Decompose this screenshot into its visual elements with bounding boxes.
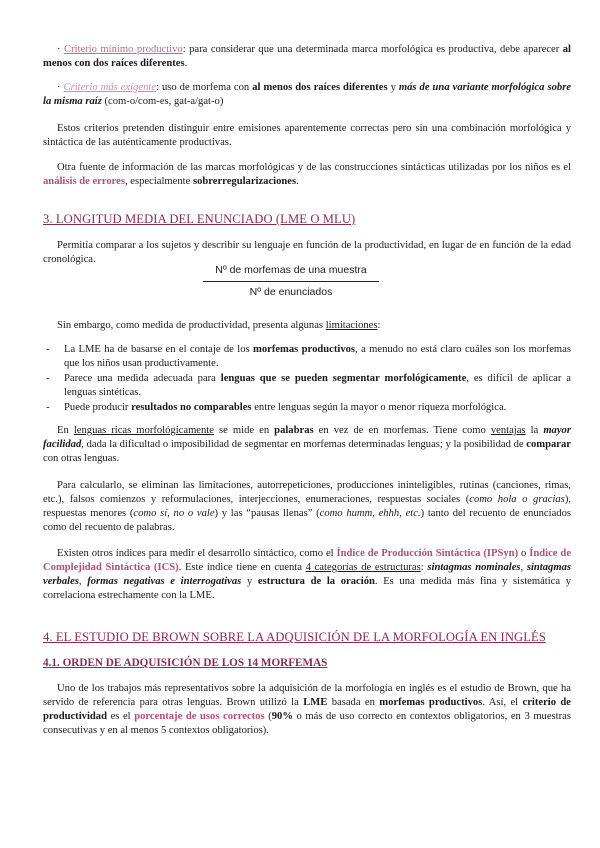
syntactic-indices-paragraph: Existen otros índices para medir el desarrollo sintáctico, como el Índice de Producción Sintáctica (IPSyn) o Índice de Complejidad Sintáctica (ICS). Este índice tiene en cuenta 4 categorías de estructuras: sintagmas nominales, sintagmas verbales, formas negativas e interrogativas y estructura de la oración. Es una medida más fina y sistemática y correlaciona estrechamente con la LME. (43, 548, 572, 601)
criteria-purpose-paragraph: Estos criterios pretenden distinguir entre emisiones aparentemente correctas pero sin una combinación morfológica y sintáctica de las auténticamente productivas. (43, 123, 571, 148)
fraction-bar (203, 281, 379, 282)
brown-study-paragraph: Uno de los trabajos más representativos sobre la adquisición de la morfología en inglés es el estudio de Brown, que ha servido de referencia para otras lenguas. Brown utilizó la LME basada en morfemas productivos. Así, el criterio de productividad es el porcentaje de usos correctos (90% o más de uso correcto en contextos obligatorios, en 3 muestras consecutivas y en al menos 5 contextos obligatorios). (43, 683, 571, 736)
mlu-formula (203, 263, 379, 307)
formula-numerator: Nº de morfemas de una muestra (215, 264, 367, 276)
criterion-minimum-paragraph: · Criterio mínimo productivo: para considerar que una determinada marca morfológica es productiva, debe aparecer al menos con dos raíces diferentes. (43, 44, 571, 69)
error-analysis-paragraph: Otra fuente de información de las marcas morfológicas y de las construcciones sintácticas utilizadas por los niños es el análisis de errores, especialmente sobrerregularizaciones. (43, 162, 571, 187)
mlu-intro-paragraph: Permitía comparar a los sujetos y describir su lenguaje en función de la productividad, en lugar de en función de la edad cronológica. (43, 240, 571, 265)
error-analysis-term: análisis de errores (43, 176, 125, 187)
subsection-heading-order: 4.1. ORDEN DE ADQUISICIÓN DE LOS 14 MORFEMAS (43, 657, 328, 669)
formula-denominator: Nº de enunciados (249, 286, 333, 298)
ipsyn-term: Índice de Producción Sintáctica (IPSyn) (336, 548, 519, 559)
correct-use-percentage-term: porcentaje de usos correctos (134, 711, 265, 722)
criterion-minimum-term: Criterio mínimo productivo (64, 44, 183, 55)
limitations-intro-paragraph: Sin embargo, como medida de productividad, presenta algunas limitaciones: (57, 320, 381, 331)
calculation-paragraph: Para calcularlo, se eliminan las limitaciones, autorrepeticiones, producciones ininteligibles, rutinas (canciones, rimas, etc.), falsos comienzos y reformulaciones, interjecciones, enumeraciones, respuestas sociales (como hola o gracias), respuestas menores (como sí, no o vale) y las “pausas llenas” (como humm, ehhh, etc.) tanto del recuento de enunciados como del recuento de palabras. (43, 480, 571, 533)
list-item: - Parece una medida adecuada para lenguas que se pueden segmentar morfológicamente, es difícil de aplicar a lenguas sintéticas. (46, 373, 571, 398)
ics-term: Índice de Complejidad Sintáctica (ICS) (43, 548, 572, 573)
criterion-demanding-term: Criterio más exigente (63, 82, 157, 93)
section-heading-mlu: 3. LONGITUD MEDIA DEL ENUNCIADO (LME O MLU) (43, 212, 356, 226)
list-item: - Puede producir resultados no comparables entre lenguas según la mayor o menor riqueza morfológica. (46, 402, 507, 413)
criterion-demanding-paragraph: · Criterio más exigente: uso de morfema con al menos dos raíces diferentes y más de una variante morfológica sobre la misma raíz (com-o/com-es, gat-a/gat-o) (43, 82, 572, 107)
section-heading-brown: 4. EL ESTUDIO DE BROWN SOBRE LA ADQUISICIÓN DE LA MORFOLOGÍA EN INGLÉS (43, 630, 546, 644)
limitations-list (43, 343, 571, 416)
list-item: - La LME ha de basarse en el contaje de los morfemas productivos, a menudo no está claro cuáles son los morfemas que los niños usan productivamente. (46, 344, 571, 369)
rich-languages-paragraph: En lenguas ricas morfológicamente se mide en palabras en vez de en morfemas. Tiene como ventajas la mayor facilidad, dada la dificultad o imposibilidad de segmentar en morfemas determinadas lenguas; y la posibilidad de comparar con otras lenguas. (43, 425, 571, 464)
